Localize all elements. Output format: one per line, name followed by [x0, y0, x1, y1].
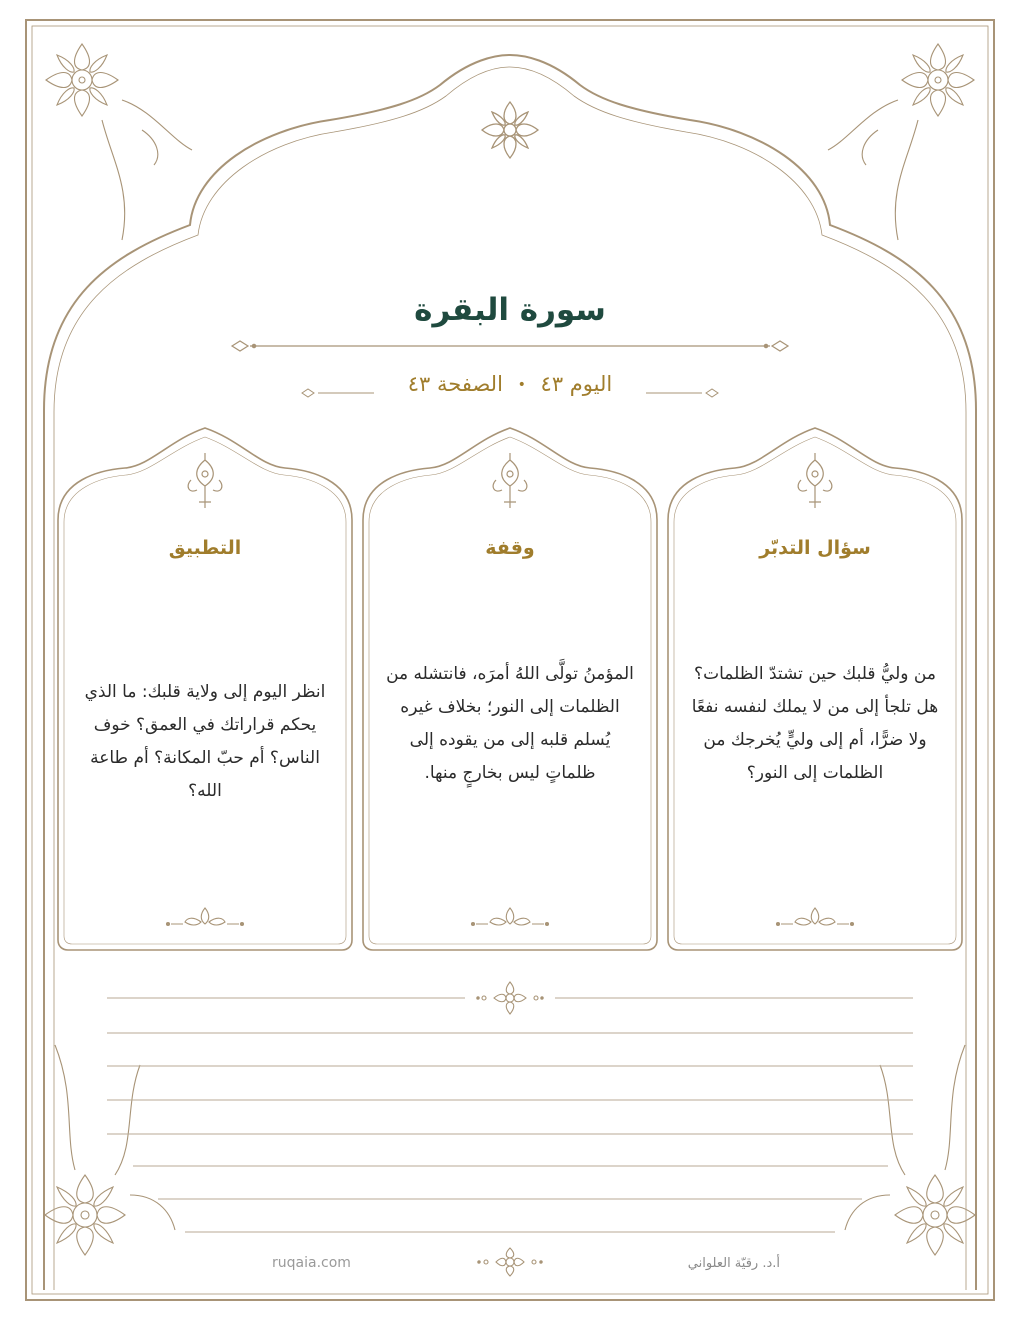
rosette-icon	[482, 102, 538, 158]
lamp-finial-icon	[188, 453, 832, 508]
separator-dot: •	[517, 377, 526, 393]
day-label: اليوم ٤٣	[540, 372, 613, 396]
rosette-icon	[478, 1248, 542, 1276]
floral-corner-icon	[45, 44, 975, 1255]
writing-lines	[107, 998, 913, 1232]
card-pause-title: وقفة	[485, 537, 535, 559]
day-page-subtitle	[310, 372, 710, 396]
card-application-title: التطبيق	[168, 537, 242, 559]
card-pause-text: المؤمنُ تولَّى اللهُ أمرَه، فانتشله من الظلمات إلى النور؛ بخلاف غيره يُسلم قلبه إلى من يقوده إلى ظلماتٍ ليس بخارجٍ منها.	[386, 664, 634, 783]
lotus-icon	[167, 908, 854, 926]
rosette-icon	[477, 982, 543, 1014]
card-application-text: انظر اليوم إلى ولاية قلبك: ما الذي يحكم قراراتك في العمق؟ خوف الناس؟ أم حبّ المكانة؟ أم طاعة الله؟	[84, 682, 326, 801]
card-reflection-title: سؤال التدبّر	[759, 537, 871, 559]
page-title: سورة البقرة	[414, 292, 606, 328]
card-reflection-text: من وليُّ قلبك حين تشتدّ الظلمات؟ هل تلجأ إلى من لا يملك لنفسه نفعًا ولا ضرًّا، أم إلى وليٍّ يُخرجك من الظلمات إلى النور؟	[691, 664, 939, 783]
page-label: الصفحة ٤٣	[407, 372, 503, 396]
footer-author: أ.د. رقيّة العلواني	[687, 1256, 780, 1271]
footer-website: ruqaia.com	[272, 1255, 351, 1271]
